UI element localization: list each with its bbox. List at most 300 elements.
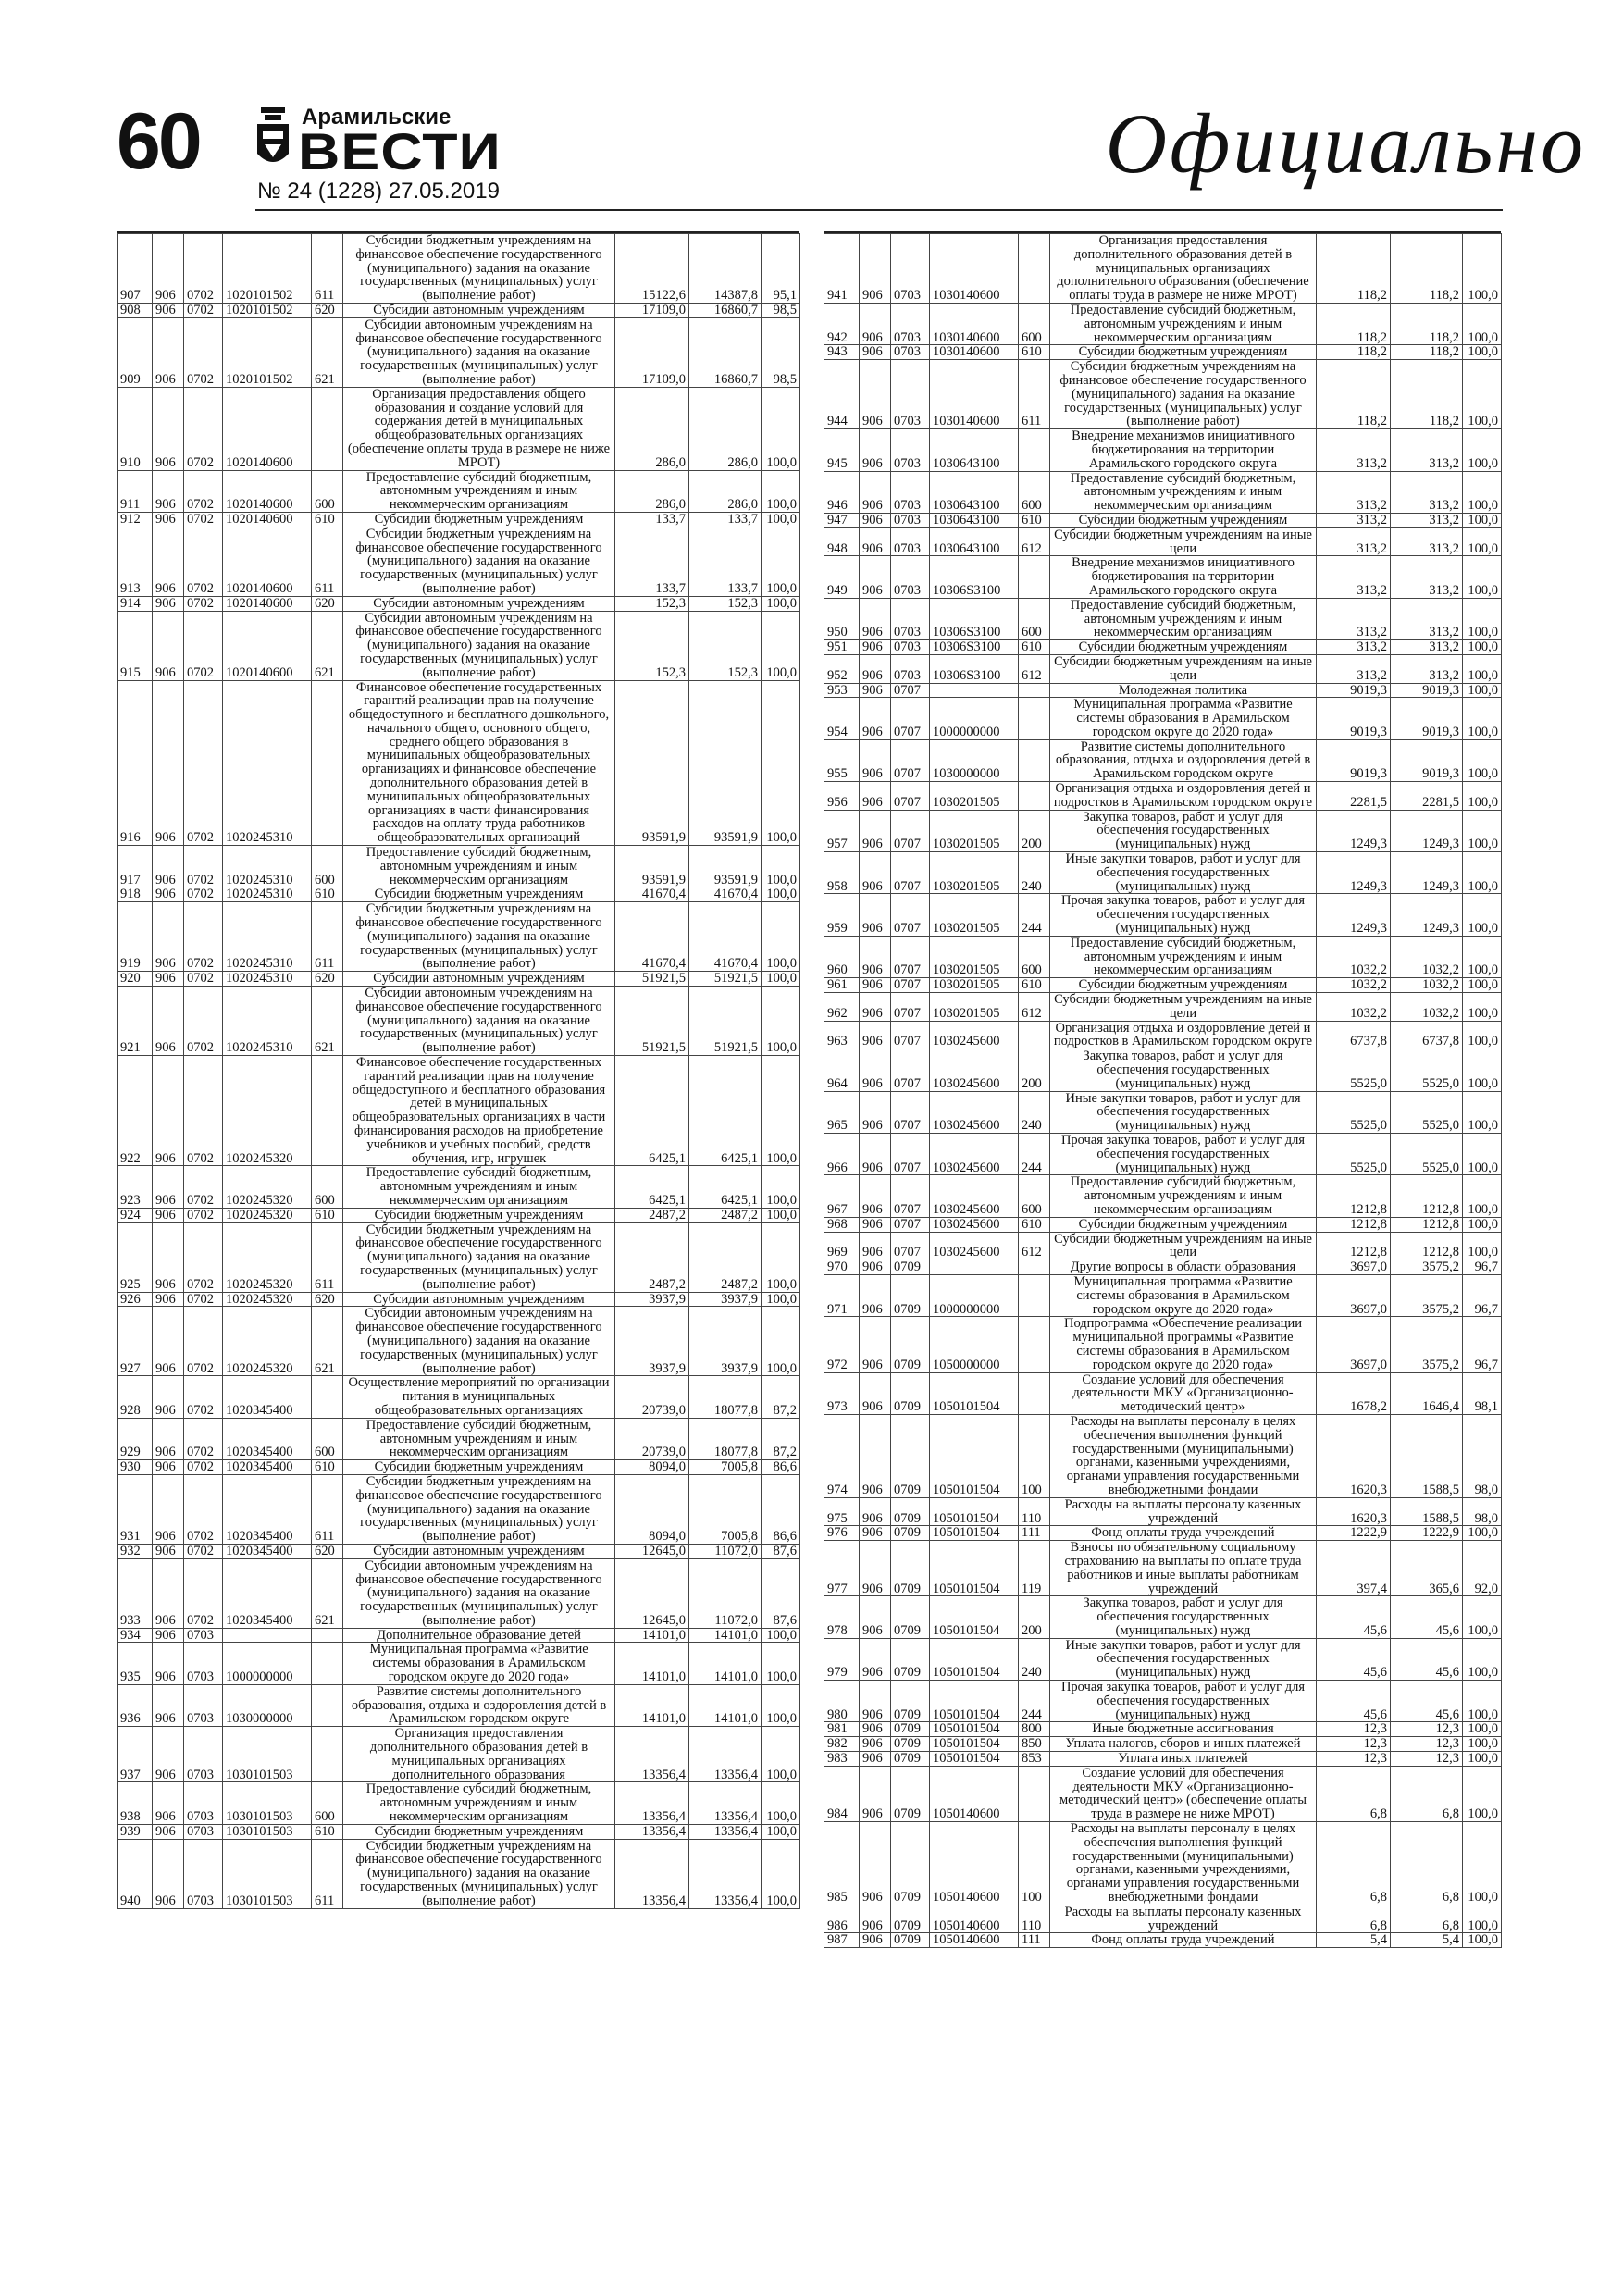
cell-fact: 152,3 bbox=[689, 611, 762, 680]
cell-plan: 13356,4 bbox=[615, 1782, 689, 1824]
cell-num: 924 bbox=[118, 1208, 153, 1222]
cell-pct: 100,0 bbox=[1463, 360, 1502, 429]
cell-gr: 906 bbox=[153, 470, 184, 512]
table-row bbox=[118, 1782, 800, 1824]
cell-plan: 15122,6 bbox=[615, 234, 689, 304]
cell-csr: 1050101504 bbox=[930, 1497, 1019, 1526]
cell-sec: 0703 bbox=[891, 303, 930, 344]
cell-plan: 1620,3 bbox=[1317, 1414, 1391, 1497]
cell-num: 984 bbox=[824, 1766, 860, 1821]
cell-num: 960 bbox=[824, 936, 860, 977]
cell-plan: 1212,8 bbox=[1317, 1175, 1391, 1217]
cell-plan: 118,2 bbox=[1317, 303, 1391, 344]
cell-desc: Развитие системы дополнительного образования, отдыха и оздоровления детей в Арамильском городском округе bbox=[1050, 739, 1317, 781]
cell-pct: 100,0 bbox=[1463, 782, 1502, 811]
cell-sec: 0702 bbox=[184, 1166, 223, 1208]
cell-plan: 13356,4 bbox=[615, 1839, 689, 1908]
cell-pct: 100,0 bbox=[1463, 1722, 1502, 1737]
table-row bbox=[824, 1681, 1502, 1722]
cell-sec: 0702 bbox=[184, 680, 223, 846]
cell-gr: 906 bbox=[153, 1307, 184, 1376]
cell-num: 959 bbox=[824, 894, 860, 936]
cell-fact: 9019,3 bbox=[1391, 683, 1463, 698]
cell-fact: 6,8 bbox=[1391, 1822, 1463, 1905]
cell-sec: 0702 bbox=[184, 1460, 223, 1475]
cell-num: 948 bbox=[824, 527, 860, 556]
cell-desc: Предоставление субсидий бюджетным, автономным учреждениям и иным некоммерческим организациям bbox=[343, 846, 615, 887]
cell-fact: 45,6 bbox=[1391, 1638, 1463, 1680]
cell-desc: Иные закупки товаров, работ и услуг для обеспечения государственных (муниципальных) нужд bbox=[1050, 1638, 1317, 1680]
cell-desc: Субсидии бюджетным учреждениям bbox=[343, 1824, 615, 1839]
cell-fact: 313,2 bbox=[1391, 513, 1463, 527]
cell-fact: 5525,0 bbox=[1391, 1091, 1463, 1133]
cell-desc: Иные бюджетные ассигнования bbox=[1050, 1722, 1317, 1737]
cell-gr: 906 bbox=[860, 303, 891, 344]
cell-desc: Предоставление субсидий бюджетным, автономным учреждениям и иным некоммерческим организациям bbox=[1050, 936, 1317, 977]
cell-pct: 100,0 bbox=[762, 1782, 800, 1824]
cell-vr: 600 bbox=[1019, 936, 1050, 977]
cell-num: 921 bbox=[118, 987, 153, 1056]
cell-num: 923 bbox=[118, 1166, 153, 1208]
cell-vr bbox=[1019, 556, 1050, 598]
cell-gr: 906 bbox=[860, 936, 891, 977]
cell-vr bbox=[312, 1376, 343, 1418]
cell-desc: Субсидии бюджетным учреждениям на иные цели bbox=[1050, 993, 1317, 1022]
cell-plan: 1032,2 bbox=[1317, 978, 1391, 993]
cell-fact: 313,2 bbox=[1391, 598, 1463, 639]
cell-vr: 621 bbox=[312, 1307, 343, 1376]
cell-pct: 100,0 bbox=[1463, 345, 1502, 360]
cell-plan: 3697,0 bbox=[1317, 1260, 1391, 1275]
cell-vr: 850 bbox=[1019, 1737, 1050, 1752]
cell-csr: 1050101504 bbox=[930, 1737, 1019, 1752]
cell-num: 926 bbox=[118, 1292, 153, 1307]
cell-plan: 9019,3 bbox=[1317, 739, 1391, 781]
cell-num: 907 bbox=[118, 234, 153, 304]
cell-plan: 286,0 bbox=[615, 387, 689, 470]
cell-vr: 610 bbox=[312, 512, 343, 527]
cell-pct: 100,0 bbox=[762, 470, 800, 512]
cell-sec: 0709 bbox=[891, 1596, 930, 1638]
cell-vr: 610 bbox=[1019, 1217, 1050, 1232]
cell-plan: 397,4 bbox=[1317, 1541, 1391, 1596]
cell-pct: 100,0 bbox=[1463, 936, 1502, 977]
cell-vr bbox=[1019, 1021, 1050, 1049]
cell-sec: 0702 bbox=[184, 1056, 223, 1166]
table-row bbox=[118, 1628, 800, 1643]
cell-desc: Финансовое обеспечение государственных гарантий реализации прав на получение общедоступного и бесплатного дошкольного, начального общего, основного общего, среднего общего образования в муниципальных общеобразовательных организациях и финансовое обеспечение дополнительного образования детей в муниципальных общеобразовательных организациях в части финансирования расходов на оплату труда работников общеобразовательных организаций bbox=[343, 680, 615, 846]
cell-gr: 906 bbox=[860, 513, 891, 527]
cell-gr: 906 bbox=[153, 596, 184, 611]
cell-desc: Прочая закупка товаров, работ и услуг для обеспечения государственных (муниципальных) нужд bbox=[1050, 1134, 1317, 1175]
cell-plan: 12645,0 bbox=[615, 1558, 689, 1628]
cell-gr: 906 bbox=[153, 1544, 184, 1558]
table-row bbox=[824, 852, 1502, 894]
cell-plan: 51921,5 bbox=[615, 972, 689, 987]
table-row bbox=[118, 1643, 800, 1684]
table-row bbox=[824, 1737, 1502, 1752]
cell-csr: 1020245320 bbox=[223, 1292, 312, 1307]
cell-fact: 118,2 bbox=[1391, 234, 1463, 304]
brand-top-text: Арамильские bbox=[302, 105, 452, 130]
cell-pct: 86,6 bbox=[762, 1460, 800, 1475]
cell-fact: 6425,1 bbox=[689, 1056, 762, 1166]
cell-num: 958 bbox=[824, 852, 860, 894]
cell-desc: Другие вопросы в области образования bbox=[1050, 1260, 1317, 1275]
cell-fact: 6,8 bbox=[1391, 1905, 1463, 1933]
cell-fact: 45,6 bbox=[1391, 1681, 1463, 1722]
table-row bbox=[824, 1526, 1502, 1541]
cell-sec: 0707 bbox=[891, 1021, 930, 1049]
cell-pct: 100,0 bbox=[1463, 1049, 1502, 1091]
newspaper-logo bbox=[255, 102, 502, 185]
table-row bbox=[824, 1134, 1502, 1175]
cell-gr: 906 bbox=[153, 1558, 184, 1628]
cell-gr: 906 bbox=[153, 387, 184, 470]
cell-sec: 0707 bbox=[891, 782, 930, 811]
cell-desc: Субсидии бюджетным учреждениям на иные цели bbox=[1050, 527, 1317, 556]
cell-desc: Уплата иных платежей bbox=[1050, 1752, 1317, 1767]
cell-plan: 45,6 bbox=[1317, 1638, 1391, 1680]
cell-vr: 111 bbox=[1019, 1526, 1050, 1541]
table-row bbox=[824, 598, 1502, 639]
cell-sec: 0707 bbox=[891, 1232, 930, 1260]
cell-plan: 118,2 bbox=[1317, 234, 1391, 304]
cell-fact: 3575,2 bbox=[1391, 1260, 1463, 1275]
cell-num: 956 bbox=[824, 782, 860, 811]
table-row bbox=[118, 387, 800, 470]
cell-csr: 1030245600 bbox=[930, 1134, 1019, 1175]
cell-pct: 100,0 bbox=[1463, 513, 1502, 527]
cell-gr: 906 bbox=[860, 654, 891, 683]
cell-gr: 906 bbox=[153, 234, 184, 304]
cell-num: 930 bbox=[118, 1460, 153, 1475]
cell-desc: Развитие системы дополнительного образования, отдыха и оздоровления детей в Арамильском городском округе bbox=[343, 1684, 615, 1726]
cell-num: 981 bbox=[824, 1722, 860, 1737]
table-row bbox=[118, 887, 800, 902]
cell-sec: 0703 bbox=[184, 1727, 223, 1782]
cell-pct: 98,5 bbox=[762, 303, 800, 317]
cell-num: 913 bbox=[118, 527, 153, 596]
cell-vr: 600 bbox=[312, 1418, 343, 1459]
table-row bbox=[118, 1292, 800, 1307]
table-row bbox=[824, 1596, 1502, 1638]
cell-num: 941 bbox=[824, 234, 860, 304]
cell-vr: 240 bbox=[1019, 852, 1050, 894]
table-row bbox=[824, 1274, 1502, 1316]
cell-fact: 6737,8 bbox=[1391, 1021, 1463, 1049]
cell-vr: 610 bbox=[312, 1208, 343, 1222]
table-row bbox=[118, 234, 800, 304]
cell-fact: 1032,2 bbox=[1391, 993, 1463, 1022]
table-row bbox=[118, 987, 800, 1056]
cell-gr: 906 bbox=[860, 234, 891, 304]
cell-sec: 0702 bbox=[184, 470, 223, 512]
cell-num: 980 bbox=[824, 1681, 860, 1722]
cell-fact: 14101,0 bbox=[689, 1684, 762, 1726]
cell-fact: 1212,8 bbox=[1391, 1217, 1463, 1232]
cell-sec: 0702 bbox=[184, 303, 223, 317]
cell-vr bbox=[1019, 683, 1050, 698]
cell-num: 927 bbox=[118, 1307, 153, 1376]
cell-pct: 100,0 bbox=[762, 1166, 800, 1208]
cell-csr: 1050000000 bbox=[930, 1317, 1019, 1372]
cell-num: 972 bbox=[824, 1317, 860, 1372]
cell-csr: 1020245310 bbox=[223, 972, 312, 987]
cell-desc: Расходы на выплаты персоналу казенных учреждений bbox=[1050, 1497, 1317, 1526]
cell-pct: 100,0 bbox=[1463, 640, 1502, 655]
cell-gr: 906 bbox=[860, 1260, 891, 1275]
cell-pct: 100,0 bbox=[1463, 1175, 1502, 1217]
cell-desc: Субсидии бюджетным учреждениям на финансовое обеспечение государственного (муниципального) задания на оказание государственных (муниципальных) услуг (выполнение работ) bbox=[343, 902, 615, 972]
cell-csr bbox=[930, 683, 1019, 698]
cell-gr: 906 bbox=[860, 1905, 891, 1933]
cell-csr: 1030643100 bbox=[930, 429, 1019, 471]
cell-sec: 0702 bbox=[184, 512, 223, 527]
cell-desc: Расходы на выплаты персоналу казенных учреждений bbox=[1050, 1905, 1317, 1933]
cell-num: 919 bbox=[118, 902, 153, 972]
cell-csr: 1030000000 bbox=[223, 1684, 312, 1726]
cell-num: 977 bbox=[824, 1541, 860, 1596]
cell-gr: 906 bbox=[860, 598, 891, 639]
cell-vr: 240 bbox=[1019, 1091, 1050, 1133]
cell-sec: 0702 bbox=[184, 1376, 223, 1418]
table-row bbox=[118, 1460, 800, 1475]
cell-csr: 1050101504 bbox=[930, 1596, 1019, 1638]
cell-gr: 906 bbox=[860, 471, 891, 513]
table-row bbox=[824, 360, 1502, 429]
cell-num: 937 bbox=[118, 1727, 153, 1782]
cell-gr: 906 bbox=[153, 1208, 184, 1222]
cell-vr: 620 bbox=[312, 972, 343, 987]
cell-gr: 906 bbox=[153, 972, 184, 987]
cell-desc: Субсидии автономным учреждениям bbox=[343, 972, 615, 987]
cell-fact: 93591,9 bbox=[689, 846, 762, 887]
cell-num: 957 bbox=[824, 810, 860, 851]
cell-pct: 87,6 bbox=[762, 1558, 800, 1628]
cell-csr: 1030000000 bbox=[930, 739, 1019, 781]
cell-num: 909 bbox=[118, 317, 153, 387]
cell-vr: 119 bbox=[1019, 1541, 1050, 1596]
cell-fact: 313,2 bbox=[1391, 654, 1463, 683]
cell-plan: 17109,0 bbox=[615, 317, 689, 387]
cell-num: 982 bbox=[824, 1737, 860, 1752]
cell-gr: 906 bbox=[860, 1752, 891, 1767]
cell-fact: 2487,2 bbox=[689, 1222, 762, 1292]
cell-csr: 1030201505 bbox=[930, 852, 1019, 894]
cell-desc: Субсидии автономным учреждениям на финансовое обеспечение государственного (муниципального) задания на оказание государственных (муниципальных) услуг (выполнение работ) bbox=[343, 611, 615, 680]
cell-vr: 610 bbox=[312, 1824, 343, 1839]
cell-plan: 152,3 bbox=[615, 611, 689, 680]
cell-csr: 1050140600 bbox=[930, 1905, 1019, 1933]
cell-desc: Предоставление субсидий бюджетным, автономным учреждениям и иным некоммерческим организациям bbox=[1050, 471, 1317, 513]
cell-csr: 1020101502 bbox=[223, 303, 312, 317]
table-body bbox=[824, 234, 1502, 1948]
cell-pct: 100,0 bbox=[1463, 1766, 1502, 1821]
cell-vr: 240 bbox=[1019, 1638, 1050, 1680]
cell-plan: 6737,8 bbox=[1317, 1021, 1391, 1049]
cell-fact: 118,2 bbox=[1391, 345, 1463, 360]
cell-vr: 100 bbox=[1019, 1414, 1050, 1497]
cell-fact: 1588,5 bbox=[1391, 1414, 1463, 1497]
cell-fact: 12,3 bbox=[1391, 1737, 1463, 1752]
cell-vr: 610 bbox=[312, 887, 343, 902]
cell-num: 943 bbox=[824, 345, 860, 360]
cell-vr bbox=[1019, 1274, 1050, 1316]
cell-csr: 1030140600 bbox=[930, 303, 1019, 344]
cell-vr bbox=[312, 387, 343, 470]
cell-desc: Фонд оплаты труда учреждений bbox=[1050, 1933, 1317, 1948]
cell-pct: 100,0 bbox=[1463, 234, 1502, 304]
cell-sec: 0707 bbox=[891, 1049, 930, 1091]
cell-num: 975 bbox=[824, 1497, 860, 1526]
cell-csr: 1020245310 bbox=[223, 902, 312, 972]
cell-plan: 17109,0 bbox=[615, 303, 689, 317]
cell-sec: 0709 bbox=[891, 1541, 930, 1596]
cell-vr: 111 bbox=[1019, 1933, 1050, 1948]
cell-pct: 100,0 bbox=[1463, 1021, 1502, 1049]
cell-num: 940 bbox=[118, 1839, 153, 1908]
cell-vr: 600 bbox=[312, 1166, 343, 1208]
cell-fact: 14101,0 bbox=[689, 1628, 762, 1643]
cell-desc: Организация предоставления дополнительного образования детей в муниципальных организациях дополнительного образования (обеспечение оплаты труда в размере не ниже МРОТ) bbox=[1050, 234, 1317, 304]
table-row bbox=[118, 1222, 800, 1292]
cell-csr: 1030245600 bbox=[930, 1175, 1019, 1217]
cell-gr: 906 bbox=[153, 1474, 184, 1544]
cell-pct: 87,2 bbox=[762, 1376, 800, 1418]
cell-csr: 1020345400 bbox=[223, 1474, 312, 1544]
cell-vr: 612 bbox=[1019, 1232, 1050, 1260]
cell-sec: 0709 bbox=[891, 1526, 930, 1541]
cell-fact: 1249,3 bbox=[1391, 852, 1463, 894]
cell-desc: Взносы по обязательному социальному страхованию на выплаты по оплате труда работников и иные выплаты работникам учреждений bbox=[1050, 1541, 1317, 1596]
cell-sec: 0707 bbox=[891, 852, 930, 894]
cell-num: 945 bbox=[824, 429, 860, 471]
cell-plan: 313,2 bbox=[1317, 556, 1391, 598]
cell-csr: 1030245600 bbox=[930, 1021, 1019, 1049]
cell-fact: 313,2 bbox=[1391, 556, 1463, 598]
cell-csr: 1020140600 bbox=[223, 512, 312, 527]
cell-desc: Иные закупки товаров, работ и услуг для обеспечения государственных (муниципальных) нужд bbox=[1050, 852, 1317, 894]
cell-plan: 3937,9 bbox=[615, 1292, 689, 1307]
table-row bbox=[118, 303, 800, 317]
cell-csr: 1000000000 bbox=[930, 698, 1019, 739]
cell-sec: 0703 bbox=[184, 1782, 223, 1824]
cell-plan: 20739,0 bbox=[615, 1376, 689, 1418]
cell-gr: 906 bbox=[860, 852, 891, 894]
cell-vr bbox=[312, 680, 343, 846]
cell-vr bbox=[1019, 739, 1050, 781]
cell-pct: 100,0 bbox=[1463, 1232, 1502, 1260]
cell-gr: 906 bbox=[860, 1274, 891, 1316]
cell-csr: 1030101503 bbox=[223, 1727, 312, 1782]
cell-plan: 6,8 bbox=[1317, 1822, 1391, 1905]
cell-pct: 95,1 bbox=[762, 234, 800, 304]
cell-pct: 100,0 bbox=[1463, 1134, 1502, 1175]
cell-desc: Субсидии бюджетным учреждениям bbox=[343, 887, 615, 902]
cell-sec: 0707 bbox=[891, 894, 930, 936]
cell-vr: 100 bbox=[1019, 1822, 1050, 1905]
cell-num: 929 bbox=[118, 1418, 153, 1459]
cell-desc: Дополнительное образование детей bbox=[343, 1628, 615, 1643]
cell-num: 983 bbox=[824, 1752, 860, 1767]
cell-gr: 906 bbox=[153, 1727, 184, 1782]
cell-desc: Расходы на выплаты персоналу в целях обеспечения выполнения функций государственными (муниципальными) органами, казенными учреждениями, органами управления государственными внебюджетными фондами bbox=[1050, 1822, 1317, 1905]
cell-fact: 3937,9 bbox=[689, 1307, 762, 1376]
cell-gr: 906 bbox=[860, 978, 891, 993]
cell-num: 961 bbox=[824, 978, 860, 993]
cell-csr: 1020245320 bbox=[223, 1056, 312, 1166]
cell-csr: 1030201505 bbox=[930, 936, 1019, 977]
table-row bbox=[824, 303, 1502, 344]
cell-vr: 611 bbox=[312, 1222, 343, 1292]
cell-vr bbox=[1019, 429, 1050, 471]
table-row bbox=[824, 1049, 1502, 1091]
cell-sec: 0707 bbox=[891, 683, 930, 698]
cell-plan: 313,2 bbox=[1317, 429, 1391, 471]
cell-plan: 313,2 bbox=[1317, 513, 1391, 527]
cell-pct: 100,0 bbox=[1463, 852, 1502, 894]
table-row bbox=[118, 1824, 800, 1839]
cell-csr: 1030201505 bbox=[930, 894, 1019, 936]
cell-num: 954 bbox=[824, 698, 860, 739]
cell-gr: 906 bbox=[860, 810, 891, 851]
cell-vr bbox=[1019, 1260, 1050, 1275]
table-row bbox=[824, 471, 1502, 513]
cell-vr: 620 bbox=[312, 596, 343, 611]
cell-desc: Субсидии бюджетным учреждениям bbox=[343, 1460, 615, 1475]
cell-pct: 100,0 bbox=[762, 512, 800, 527]
cell-sec: 0702 bbox=[184, 611, 223, 680]
cell-num: 962 bbox=[824, 993, 860, 1022]
cell-fact: 51921,5 bbox=[689, 987, 762, 1056]
table-row bbox=[824, 654, 1502, 683]
cell-desc: Субсидии автономным учреждениям bbox=[343, 596, 615, 611]
cell-num: 969 bbox=[824, 1232, 860, 1260]
cell-gr: 906 bbox=[153, 1418, 184, 1459]
cell-fact: 365,6 bbox=[1391, 1541, 1463, 1596]
cell-num: 938 bbox=[118, 1782, 153, 1824]
cell-vr: 610 bbox=[1019, 978, 1050, 993]
cell-csr: 1020345400 bbox=[223, 1558, 312, 1628]
right-column bbox=[824, 231, 1501, 1948]
cell-csr: 1030101503 bbox=[223, 1839, 312, 1908]
cell-sec: 0707 bbox=[891, 810, 930, 851]
cell-csr: 1020140600 bbox=[223, 527, 312, 596]
cell-sec: 0709 bbox=[891, 1752, 930, 1767]
cell-desc: Субсидии бюджетным учреждениям на иные цели bbox=[1050, 1232, 1317, 1260]
cell-gr: 906 bbox=[153, 1166, 184, 1208]
cell-pct: 100,0 bbox=[762, 1628, 800, 1643]
cell-pct: 100,0 bbox=[1463, 1217, 1502, 1232]
cell-csr: 1020245320 bbox=[223, 1166, 312, 1208]
cell-num: 931 bbox=[118, 1474, 153, 1544]
cell-fact: 3575,2 bbox=[1391, 1317, 1463, 1372]
cell-csr: 1050101504 bbox=[930, 1638, 1019, 1680]
table-row bbox=[824, 1317, 1502, 1372]
cell-pct: 100,0 bbox=[762, 846, 800, 887]
cell-desc: Субсидии бюджетным учреждениям на иные цели bbox=[1050, 654, 1317, 683]
cell-vr: 612 bbox=[1019, 993, 1050, 1022]
cell-csr: 1030245600 bbox=[930, 1217, 1019, 1232]
cell-vr: 200 bbox=[1019, 1596, 1050, 1638]
cell-fact: 51921,5 bbox=[689, 972, 762, 987]
cell-num: 952 bbox=[824, 654, 860, 683]
cell-vr: 621 bbox=[312, 1558, 343, 1628]
cell-desc: Субсидии автономным учреждениям bbox=[343, 303, 615, 317]
cell-vr: 611 bbox=[312, 527, 343, 596]
cell-desc: Субсидии автономным учреждениям на финансовое обеспечение государственного (муниципального) задания на оказание государственных (муниципальных) услуг (выполнение работ) bbox=[343, 317, 615, 387]
